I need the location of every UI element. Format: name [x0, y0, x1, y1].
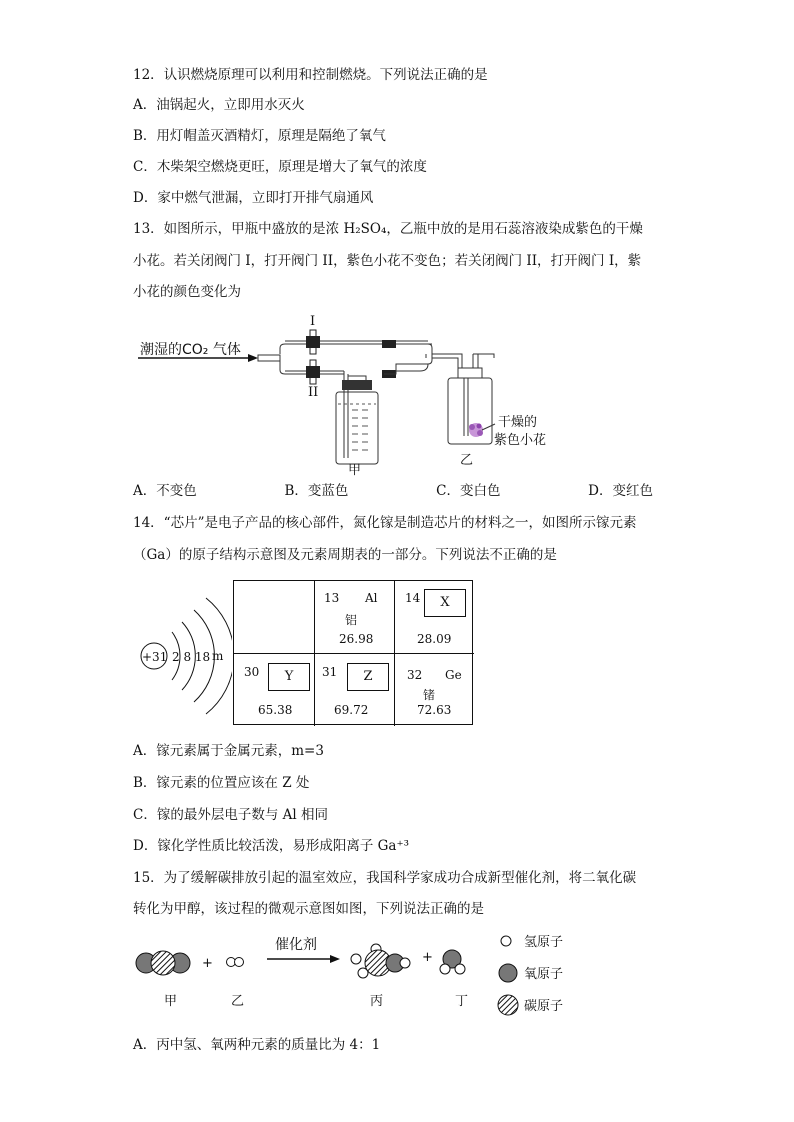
molecule-bing-ch3oh [351, 944, 410, 978]
q13-valve-ii-label: II [308, 385, 319, 400]
q14-option-d: D．镓化学性质比较活泼，易形成阳离子 Ga⁺³ [133, 838, 409, 854]
legend-carbon-icon [498, 995, 518, 1015]
q15-stem-line-2: 转化为甲醇，该过程的微观示意图如图，下列说法正确的是 [133, 901, 484, 917]
q14-stem-line-1: 14．“芯片”是电子产品的核心部件，氮化镓是制造芯片的材料之一，如图所示镓元素 [133, 515, 637, 531]
atom-nucleus-charge: +31 [142, 650, 168, 664]
molecule-jia-co2 [136, 951, 190, 975]
al-atomic-number: 13 [324, 591, 340, 605]
q13-flower-label-2: 紫色小花 [494, 433, 547, 448]
legend-carbon-label: 碳原子 [524, 999, 564, 1014]
label-ding: 丁 [455, 994, 469, 1009]
q14-option-b: B．镓元素的位置应该在 Z 处 [133, 775, 310, 791]
q13-apparatus-figure [130, 310, 600, 480]
z-atomic-mass: 69.72 [334, 703, 369, 717]
x-atomic-number: 14 [405, 591, 421, 605]
q12-option-c: C．木柴架空燃烧更旺，原理是增大了氧气的浓度 [133, 159, 427, 175]
legend-hydrogen-label: 氢原子 [524, 935, 564, 950]
y-atomic-number: 30 [244, 665, 260, 679]
atom-shell-electrons: 2 8 18 [172, 650, 211, 664]
q13-options [133, 482, 653, 500]
q13-bottle-jia-label: 甲 [348, 463, 362, 478]
q13-option-d: D．变红色 [588, 483, 653, 499]
ge-atomic-number: 32 [407, 668, 423, 682]
q13-flower-label-1: 干燥的 [498, 415, 538, 430]
al-symbol: Al [365, 591, 378, 605]
atom-outer-shell-m: m [212, 649, 224, 663]
molecule-ding-h2o [440, 950, 465, 974]
table-cell-ge [395, 654, 474, 726]
al-atomic-mass: 26.98 [339, 632, 374, 646]
label-bing: 丙 [370, 994, 384, 1009]
legend-oxygen-label: 氧原子 [524, 967, 564, 982]
z-symbol-box: Z [347, 663, 389, 691]
ge-atomic-mass: 72.63 [417, 703, 452, 717]
x-atomic-mass: 28.09 [417, 632, 452, 646]
q13-option-a: A．不变色 [133, 483, 197, 499]
q13-stem-line-3: 小花的颜色变化为 [133, 284, 241, 300]
gallium-atom-structure-diagram [132, 590, 232, 725]
q13-option-c: C．变白色 [436, 483, 501, 499]
q13-stem-line-2: 小花。若关闭阀门 I，打开阀门 II，紫色小花不变色；若关闭阀门 II，打开阀门 I，紫 [133, 253, 642, 269]
q14-option-a: A．镓元素属于金属元素，m=3 [133, 743, 324, 759]
ge-symbol: Ge [445, 668, 462, 682]
table-cell-x [395, 581, 474, 653]
q13-stem-line-1: 13．如图所示，甲瓶中盛放的是浓 H₂SO₄，乙瓶中放的是用石蕊溶液染成紫色的干燥 [133, 221, 643, 237]
q15-stem-line-1: 15．为了缓解碳排放引起的温室效应，我国科学家成功合成新型催化剂，将二氧化碳 [133, 870, 637, 886]
q13-bottle-yi-label: 乙 [460, 453, 474, 468]
legend-oxygen-icon [499, 964, 517, 982]
q15-reaction-diagram [130, 925, 600, 1025]
plus-sign-2: + [422, 950, 433, 965]
al-name: 铝 [345, 613, 358, 627]
purple-flower-icon [469, 423, 483, 437]
periodic-table-fragment [233, 580, 473, 725]
q13-option-b: B．变蓝色 [284, 483, 349, 499]
catalyst-label: 催化剂 [275, 937, 317, 953]
table-cell-y [234, 654, 314, 726]
y-symbol-box: Y [268, 663, 310, 691]
molecule-yi-h2 [227, 958, 244, 967]
x-symbol-box: X [424, 589, 466, 617]
q12-stem: 12．认识燃烧原理可以利用和控制燃烧。下列说法正确的是 [133, 67, 488, 83]
q14-option-c: C．镓的最外层电子数与 Al 相同 [133, 807, 328, 823]
q15-option-a: A．丙中氢、氧两种元素的质量比为 4：1 [133, 1037, 381, 1053]
q12-option-b: B．用灯帽盖灭酒精灯，原理是隔绝了氧气 [133, 128, 386, 144]
y-atomic-mass: 65.38 [258, 703, 293, 717]
plus-sign-1: + [202, 956, 213, 971]
legend-hydrogen-icon [501, 936, 511, 946]
label-jia: 甲 [164, 994, 178, 1009]
q12-option-d: D．家中燃气泄漏，立即打开排气扇通风 [133, 190, 374, 206]
q14-stem-line-2: （Ga）的原子结构示意图及元素周期表的一部分。下列说法不正确的是 [133, 547, 557, 563]
table-cell-z [315, 654, 394, 726]
ge-name: 锗 [423, 688, 436, 702]
z-atomic-number: 31 [322, 665, 338, 679]
q13-valve-i-label: I [310, 314, 316, 329]
label-yi: 乙 [231, 994, 245, 1009]
table-cell-al [315, 581, 394, 653]
q13-gas-label: 潮湿的CO₂ 气体 [140, 342, 241, 358]
q12-option-a: A．油锅起火，立即用水灭火 [133, 97, 305, 113]
